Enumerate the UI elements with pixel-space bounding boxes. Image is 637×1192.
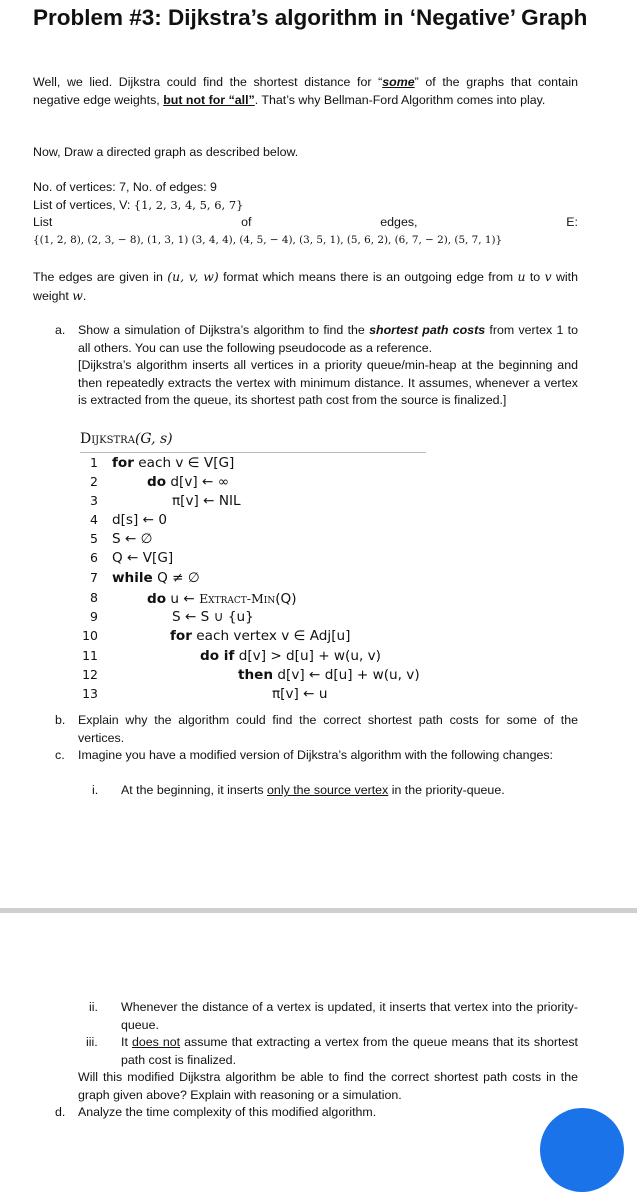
line-number: 2 <box>90 474 98 489</box>
code-text: d[v] ← ∞ <box>166 474 230 490</box>
code-text: Q ≠ ∅ <box>152 570 200 586</box>
edge-format-text-3: to <box>525 270 545 284</box>
keyword: do <box>147 474 167 490</box>
part-a-text-1: Show a simulation of Dijkstra’s algorithm to find the <box>78 323 370 337</box>
part-c-iii-text-1: It <box>121 1035 132 1049</box>
intro-text-1: Well, we lied. Dijkstra could find the shortest distance for “ <box>33 75 383 89</box>
code-line-3: π[v] ← NIL <box>172 493 241 509</box>
part-c-i-text-2: in the priority-queue. <box>388 783 505 797</box>
part-c-iii-text <box>121 1034 578 1069</box>
code-line-2 <box>147 473 229 493</box>
edge-format-tuple: (u, v, w) <box>167 269 219 284</box>
part-b-marker: b. <box>55 713 66 727</box>
edge-format-v: v <box>544 269 552 284</box>
part-c-iii-underlined: does not <box>131 1035 181 1049</box>
part-c-iii-marker: iii. <box>86 1035 98 1049</box>
pseudocode-header <box>80 430 426 453</box>
part-c-iii-text-2: assume that extracting a vertex from the queue means that its shortest path cost is finalized. <box>121 1035 579 1067</box>
code-line-6: Q ← V[G] <box>112 550 174 566</box>
part-c-i-text-1: At the beginning, it inserts <box>121 783 268 797</box>
part-c-i-marker: i. <box>92 783 99 797</box>
code-text: u ← <box>166 591 200 607</box>
problem-title: Problem #3: Dijkstra’s algorithm in ‘Negative’ Graph <box>33 5 588 30</box>
line-number: 4 <box>90 512 98 527</box>
edge-format-u: u <box>517 269 526 284</box>
code-text: each vertex v ∈ Adj[u] <box>191 628 351 644</box>
part-d-marker: d. <box>55 1105 66 1119</box>
part-c-question: Imagine you have a modified version of Dijkstra’s algorithm with the following changes: <box>78 748 553 762</box>
line-number: 5 <box>90 531 98 546</box>
edge-format-text-2: format which means there is an outgoing edge from <box>218 270 518 284</box>
line-number: 1 <box>90 455 98 470</box>
code-line-10 <box>170 627 350 647</box>
edges-word-of: of <box>241 215 252 229</box>
code-line-12 <box>238 666 420 686</box>
intro-not-all: but not for “all” <box>163 92 255 107</box>
code-text: d[v] ← d[u] + w(u, v) <box>273 667 420 683</box>
graph-counts: No. of vertices: 7, No. of edges: 9 <box>33 180 217 194</box>
vertices-label: List of vertices, V: <box>33 198 134 212</box>
vertices-set: {1, 2, 3, 4, 5, 6, 7} <box>133 198 244 212</box>
edges-word-edges: edges, <box>380 215 418 229</box>
code-line-11 <box>200 647 381 667</box>
keyword: while <box>112 570 153 586</box>
draw-instruction: Now, Draw a directed graph as described below. <box>33 145 299 159</box>
page-divider <box>0 908 637 913</box>
part-c-marker: c. <box>55 748 65 762</box>
vertices-line <box>33 197 578 215</box>
part-a-note: [Dijkstra’s algorithm inserts all vertices in a priority queue/min-heap at the beginning and then repeatedly extracts the vertex with minimum distance. It assumes, whenever a vertex is extracted from the queue, its shortest path cost from the source is finalized.] <box>78 358 578 407</box>
edge-format-text-4: with weight <box>33 270 578 303</box>
intro-text-3: . That’s why Bellman-Ford Algorithm comes into play. <box>254 92 546 107</box>
code-line-13: π[v] ← u <box>272 686 328 702</box>
part-c-i-text <box>121 782 581 800</box>
intro-text-2: ” of the graphs that contain negative edge weights, <box>33 75 579 107</box>
keyword: then <box>238 667 274 683</box>
code-text: each v ∈ V[G] <box>133 455 235 471</box>
line-number: 6 <box>90 550 98 565</box>
code-line-7 <box>112 569 200 589</box>
edge-format-text-5: . <box>82 288 87 303</box>
code-line-9: S ← S ∪ {u} <box>172 609 254 625</box>
part-c-ii-text: Whenever the distance of a vertex is updated, it inserts that vertex into the priority-queue. <box>121 1000 578 1032</box>
line-number: 11 <box>82 648 98 663</box>
code-line-5: S ← ∅ <box>112 531 153 547</box>
code-line-8 <box>147 589 297 610</box>
edge-format-w: w <box>72 287 83 303</box>
part-d-question: Analyze the time complexity of this modified algorithm. <box>78 1105 377 1119</box>
pseudocode-args: (G, s) <box>134 431 173 447</box>
keyword: do <box>147 591 167 607</box>
keyword: for <box>170 628 192 644</box>
intro-some: some <box>382 75 415 89</box>
line-number: 8 <box>90 590 98 605</box>
edges-label-line <box>33 214 578 232</box>
line-number: 7 <box>90 570 98 585</box>
code-line-1 <box>112 454 234 474</box>
edge-format-paragraph <box>33 268 578 305</box>
edges-word-list: List <box>33 215 53 229</box>
line-number: 3 <box>90 493 98 508</box>
part-a-text-2: from vertex 1 to all others. You can use the following pseudocode as a reference. <box>78 323 578 355</box>
line-number: 10 <box>82 628 98 643</box>
part-a-marker: a. <box>55 323 66 337</box>
pseudocode-name: Dijkstra <box>80 431 135 447</box>
part-c-i-underlined: only the source vertex <box>267 783 389 797</box>
function-name: Extract-Min <box>199 591 276 606</box>
part-a-question <box>78 322 578 357</box>
line-number: 9 <box>90 609 98 624</box>
keyword: for <box>112 455 134 471</box>
part-c-ii-marker: ii. <box>89 1000 98 1014</box>
line-number: 13 <box>82 686 98 701</box>
keyword: do if <box>200 648 235 664</box>
code-text: d[v] > d[u] + w(u, v) <box>234 648 381 664</box>
edges-word-e: E: <box>566 215 578 229</box>
intro-paragraph <box>33 74 578 109</box>
part-a-emphasis: shortest path costs <box>369 323 486 337</box>
code-line-4: d[s] ← 0 <box>112 512 167 528</box>
edge-format-text-1: The edges are given in <box>33 270 168 284</box>
part-c-followup-question: Will this modified Dijkstra algorithm be able to find the correct shortest path costs in the graph given above? Explain with reasoning or a simulation. <box>78 1070 578 1102</box>
line-number: 12 <box>82 667 98 682</box>
edges-list: {(1, 2, 8), (2, 3, − 8), (1, 3, 1) (3, 4, 4), (4, 5, − 4), (3, 5, 1), (5, 6, 2), (6, 7, − 2), (5, 7, 1)} <box>33 234 503 246</box>
code-text: (Q) <box>275 591 297 607</box>
part-b-question: Explain why the algorithm could find the correct shortest path costs for some of the vertices. <box>78 713 578 745</box>
floating-action-button[interactable] <box>540 1108 624 1192</box>
